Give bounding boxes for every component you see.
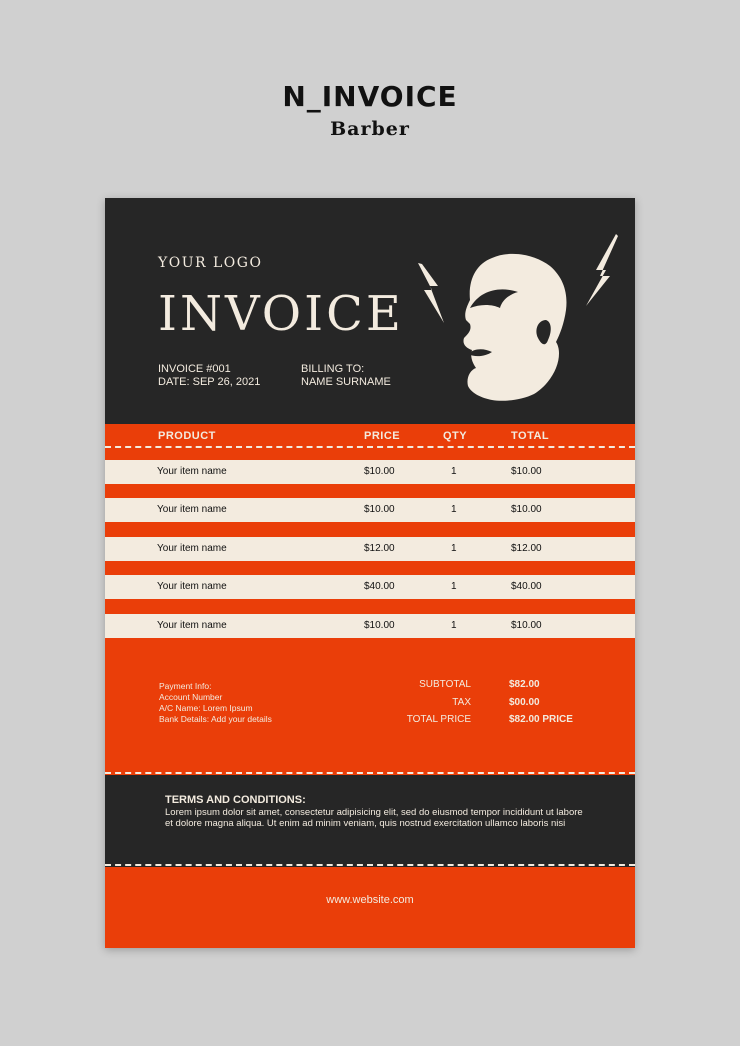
lightning-bolt-icon: [586, 234, 618, 306]
item-price: $10.00: [364, 504, 395, 515]
head-silhouette-icon: [463, 254, 566, 401]
table-row: [105, 537, 635, 561]
billing-label: BILLING TO:: [301, 363, 365, 375]
lightning-bolt-icon: [418, 263, 444, 323]
dashed-divider: [105, 772, 635, 774]
payment-info-label: Payment Info:: [159, 681, 212, 691]
table-row: [105, 498, 635, 522]
item-name: Your item name: [157, 620, 227, 631]
invoice-title: INVOICE: [158, 286, 404, 342]
column-header-total: TOTAL: [511, 430, 550, 442]
item-total: $10.00: [511, 466, 542, 477]
table-row: [105, 614, 635, 638]
item-total: $40.00: [511, 581, 542, 592]
account-number: Account Number: [159, 692, 223, 702]
item-total: $12.00: [511, 543, 542, 554]
invoice-date: DATE: SEP 26, 2021: [158, 376, 261, 388]
tax-value: $00.00: [509, 697, 540, 708]
column-header-price: PRICE: [364, 430, 401, 442]
item-name: Your item name: [157, 466, 227, 477]
column-header-qty: QTY: [443, 430, 468, 442]
payment-info: [159, 681, 272, 725]
billing-name: NAME SURNAME: [301, 376, 391, 388]
invoice-header: [105, 198, 635, 424]
barber-portrait-icon: [410, 228, 630, 418]
account-name: A/C Name: Lorem Ipsum: [159, 703, 253, 713]
billing-info: [301, 363, 391, 389]
item-total: $10.00: [511, 504, 542, 515]
terms-section: [105, 775, 635, 867]
item-total: $10.00: [511, 620, 542, 631]
table-row: [105, 575, 635, 599]
item-price: $10.00: [364, 466, 395, 477]
item-qty: 1: [451, 466, 457, 477]
item-price: $10.00: [364, 620, 395, 631]
dashed-divider: [105, 446, 635, 448]
logo-placeholder: YOUR LOGO: [158, 255, 263, 271]
item-qty: 1: [451, 620, 457, 631]
invoice-meta: [158, 363, 260, 389]
item-qty: 1: [451, 581, 457, 592]
dashed-divider: [105, 864, 635, 866]
item-qty: 1: [451, 504, 457, 515]
invoice-sheet: [105, 198, 635, 948]
invoice-number: INVOICE #001: [158, 363, 231, 375]
subtotal-label: SUBTOTAL: [419, 679, 471, 690]
product-table: [105, 424, 635, 641]
item-qty: 1: [451, 543, 457, 554]
table-row: [105, 460, 635, 484]
item-price: $40.00: [364, 581, 395, 592]
terms-title: TERMS AND CONDITIONS:: [165, 794, 306, 806]
column-header-product: PRODUCT: [158, 430, 216, 442]
summary-section: [105, 641, 635, 775]
page-heading: N_INVOICE: [282, 80, 458, 113]
website-link[interactable]: www.website.com: [326, 894, 414, 906]
item-name: Your item name: [157, 504, 227, 515]
total-price-label: TOTAL PRICE: [406, 714, 471, 725]
page-subheading: Barber: [330, 118, 410, 140]
total-price-value: $82.00 PRICE: [509, 714, 573, 725]
item-name: Your item name: [157, 543, 227, 554]
invoice-footer: [105, 867, 635, 948]
terms-body: Lorem ipsum dolor sit amet, consectetur adipisicing elit, sed do eiusmod tempor incididunt ut labore et dolore magna aliqua. Ut enim ad minim veniam, quis nostrud exercitation ullamco laboris nisi: [165, 807, 583, 829]
item-name: Your item name: [157, 581, 227, 592]
subtotal-value: $82.00: [509, 679, 540, 690]
tax-label: TAX: [452, 697, 471, 708]
item-price: $12.00: [364, 543, 395, 554]
bank-details: Bank Details: Add your details: [159, 714, 272, 724]
